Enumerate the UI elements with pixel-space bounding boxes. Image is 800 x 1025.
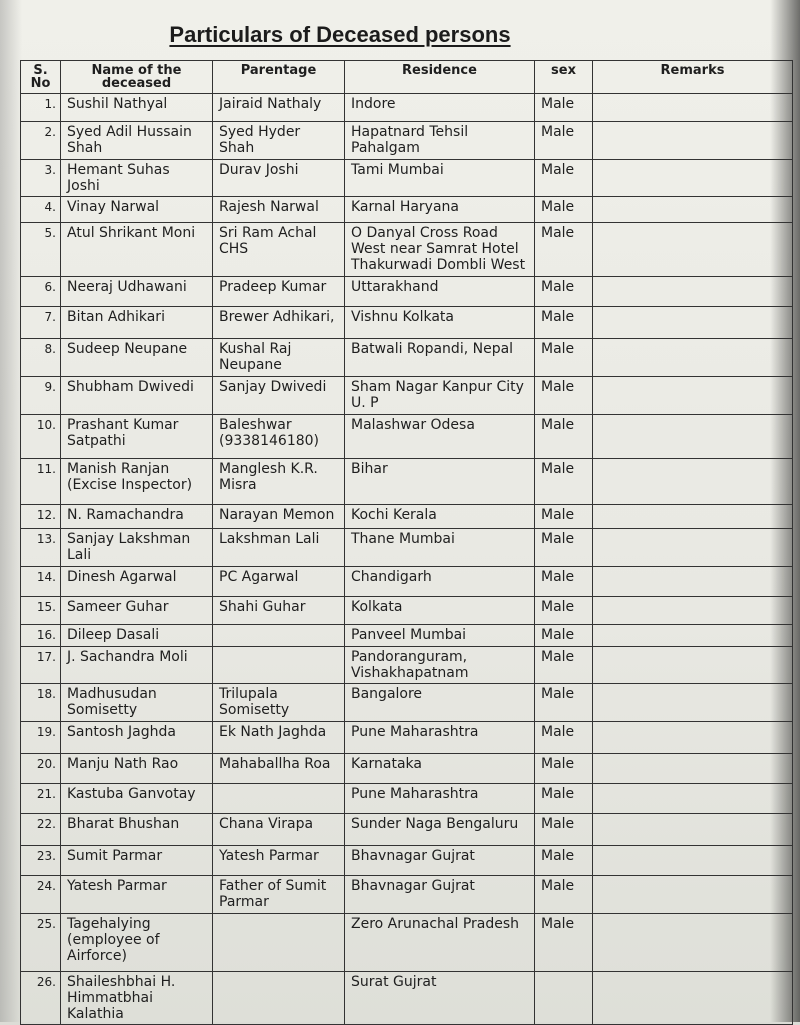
column-header-sex: sex <box>535 61 593 94</box>
cell-parentage: Narayan Memon <box>213 505 345 529</box>
cell-sno: 4. <box>21 197 61 223</box>
cell-sno: 13. <box>21 529 61 567</box>
cell-remarks <box>593 505 793 529</box>
cell-parentage: Kushal Raj Neupane <box>213 339 345 377</box>
cell-parentage <box>213 914 345 972</box>
cell-sex: Male <box>535 505 593 529</box>
cell-remarks <box>593 339 793 377</box>
cell-remarks <box>593 814 793 846</box>
cell-sno: 10. <box>21 415 61 459</box>
cell-parentage: Sanjay Dwivedi <box>213 377 345 415</box>
cell-sex: Male <box>535 197 593 223</box>
cell-name: Neeraj Udhawani <box>61 277 213 307</box>
cell-parentage: Durav Joshi <box>213 160 345 197</box>
cell-parentage <box>213 625 345 647</box>
cell-sex <box>535 972 593 1025</box>
table-row <box>21 814 793 846</box>
cell-name: Sudeep Neupane <box>61 339 213 377</box>
cell-sno: 5. <box>21 223 61 277</box>
cell-sno: 7. <box>21 307 61 339</box>
table-row <box>21 597 793 625</box>
table-row <box>21 684 793 722</box>
cell-sex: Male <box>535 914 593 972</box>
cell-name: Tagehalying (employee of Airforce) <box>61 914 213 972</box>
cell-name: Prashant Kumar Satpathi <box>61 415 213 459</box>
cell-parentage: Father of Sumit Parmar <box>213 876 345 914</box>
cell-remarks <box>593 160 793 197</box>
cell-sex: Male <box>535 754 593 784</box>
cell-name: Sumit Parmar <box>61 846 213 876</box>
cell-residence: Kochi Kerala <box>345 505 535 529</box>
cell-remarks <box>593 122 793 160</box>
cell-remarks <box>593 223 793 277</box>
cell-residence: Bhavnagar Gujrat <box>345 846 535 876</box>
cell-residence: Karnal Haryana <box>345 197 535 223</box>
table-row <box>21 722 793 754</box>
cell-sex: Male <box>535 722 593 754</box>
cell-sex: Male <box>535 567 593 597</box>
table-row <box>21 377 793 415</box>
table-row <box>21 459 793 505</box>
cell-sex: Male <box>535 160 593 197</box>
cell-parentage: Rajesh Narwal <box>213 197 345 223</box>
cell-sno: 26. <box>21 972 61 1025</box>
cell-remarks <box>593 277 793 307</box>
cell-sno: 6. <box>21 277 61 307</box>
cell-sex: Male <box>535 846 593 876</box>
cell-parentage: Jairaid Nathaly <box>213 94 345 122</box>
cell-name: Hemant Suhas Joshi <box>61 160 213 197</box>
cell-parentage: Brewer Adhikari, <box>213 307 345 339</box>
cell-name: J. Sachandra Moli <box>61 647 213 684</box>
table-row <box>21 122 793 160</box>
cell-name: Santosh Jaghda <box>61 722 213 754</box>
column-header-parentage: Parentage <box>213 61 345 94</box>
cell-residence: Uttarakhand <box>345 277 535 307</box>
cell-residence: Surat Gujrat <box>345 972 535 1025</box>
cell-remarks <box>593 197 793 223</box>
cell-sno: 9. <box>21 377 61 415</box>
cell-parentage: PC Agarwal <box>213 567 345 597</box>
cell-sno: 18. <box>21 684 61 722</box>
cell-sex: Male <box>535 459 593 505</box>
cell-residence: Indore <box>345 94 535 122</box>
cell-sno: 1. <box>21 94 61 122</box>
cell-sex: Male <box>535 377 593 415</box>
cell-residence: Sham Nagar Kanpur City U. P <box>345 377 535 415</box>
cell-sno: 24. <box>21 876 61 914</box>
cell-residence: Pune Maharashtra <box>345 784 535 814</box>
table-row <box>21 784 793 814</box>
cell-parentage: Shahi Guhar <box>213 597 345 625</box>
cell-residence: Panveel Mumbai <box>345 625 535 647</box>
cell-residence: Bangalore <box>345 684 535 722</box>
cell-remarks <box>593 567 793 597</box>
cell-name: Shaileshbhai H. Himmatbhai Kalathia <box>61 972 213 1025</box>
cell-name: Yatesh Parmar <box>61 876 213 914</box>
cell-sex: Male <box>535 339 593 377</box>
table-row <box>21 307 793 339</box>
cell-residence: Batwali Ropandi, Nepal <box>345 339 535 377</box>
cell-sno: 22. <box>21 814 61 846</box>
table-row <box>21 277 793 307</box>
cell-name: Madhusudan Somisetty <box>61 684 213 722</box>
cell-residence: Pune Maharashtra <box>345 722 535 754</box>
cell-name: Sanjay Lakshman Lali <box>61 529 213 567</box>
cell-sno: 16. <box>21 625 61 647</box>
cell-remarks <box>593 625 793 647</box>
table-row <box>21 160 793 197</box>
cell-parentage: Mahaballha Roa <box>213 754 345 784</box>
cell-parentage: Yatesh Parmar <box>213 846 345 876</box>
cell-remarks <box>593 597 793 625</box>
cell-residence: Pandoranguram, Vishakhapatnam <box>345 647 535 684</box>
cell-name: Sushil Nathyal <box>61 94 213 122</box>
table-row <box>21 529 793 567</box>
cell-sno: 3. <box>21 160 61 197</box>
cell-parentage: Chana Virapa <box>213 814 345 846</box>
cell-sno: 23. <box>21 846 61 876</box>
table-row <box>21 505 793 529</box>
cell-residence: Thane Mumbai <box>345 529 535 567</box>
cell-sex: Male <box>535 647 593 684</box>
cell-parentage <box>213 972 345 1025</box>
cell-sno: 2. <box>21 122 61 160</box>
table-row <box>21 846 793 876</box>
document-title: Particulars of Deceased persons <box>169 22 511 47</box>
cell-sex: Male <box>535 277 593 307</box>
table-row <box>21 876 793 914</box>
page-edge-shadow-left <box>0 0 22 1022</box>
table-row <box>21 339 793 377</box>
cell-sex: Male <box>535 684 593 722</box>
cell-remarks <box>593 914 793 972</box>
cell-sno: 11. <box>21 459 61 505</box>
cell-remarks <box>593 307 793 339</box>
deceased-persons-table <box>20 60 793 1025</box>
cell-sno: 12. <box>21 505 61 529</box>
cell-residence: O Danyal Cross Road West near Samrat Hotel Thakurwadi Dombli West <box>345 223 535 277</box>
cell-residence: Bihar <box>345 459 535 505</box>
table-row <box>21 972 793 1025</box>
cell-sno: 15. <box>21 597 61 625</box>
cell-parentage <box>213 784 345 814</box>
cell-residence: Sunder Naga Bengaluru <box>345 814 535 846</box>
table-row <box>21 567 793 597</box>
cell-name: Kastuba Ganvotay <box>61 784 213 814</box>
cell-remarks <box>593 94 793 122</box>
cell-sno: 25. <box>21 914 61 972</box>
cell-name: Sameer Guhar <box>61 597 213 625</box>
cell-sex: Male <box>535 625 593 647</box>
cell-name: Manish Ranjan (Excise Inspector) <box>61 459 213 505</box>
table-row <box>21 415 793 459</box>
cell-remarks <box>593 377 793 415</box>
cell-parentage: Sri Ram Achal CHS <box>213 223 345 277</box>
cell-sno: 21. <box>21 784 61 814</box>
table-row <box>21 223 793 277</box>
cell-name: Manju Nath Rao <box>61 754 213 784</box>
cell-sno: 8. <box>21 339 61 377</box>
cell-parentage: Manglesh K.R. Misra <box>213 459 345 505</box>
cell-remarks <box>593 846 793 876</box>
cell-remarks <box>593 784 793 814</box>
cell-name: Atul Shrikant Moni <box>61 223 213 277</box>
cell-residence: Bhavnagar Gujrat <box>345 876 535 914</box>
cell-sex: Male <box>535 415 593 459</box>
cell-name: Shubham Dwivedi <box>61 377 213 415</box>
cell-sex: Male <box>535 814 593 846</box>
cell-sno: 14. <box>21 567 61 597</box>
cell-parentage: Ek Nath Jaghda <box>213 722 345 754</box>
cell-parentage: Baleshwar (9338146180) <box>213 415 345 459</box>
cell-sex: Male <box>535 597 593 625</box>
cell-parentage: Trilupala Somisetty <box>213 684 345 722</box>
cell-sex: Male <box>535 784 593 814</box>
table-row <box>21 94 793 122</box>
cell-sex: Male <box>535 122 593 160</box>
cell-residence: Kolkata <box>345 597 535 625</box>
cell-name: Vinay Narwal <box>61 197 213 223</box>
cell-residence: Karnataka <box>345 754 535 784</box>
cell-residence: Vishnu Kolkata <box>345 307 535 339</box>
table-row <box>21 647 793 684</box>
cell-name: Dileep Dasali <box>61 625 213 647</box>
table-row <box>21 625 793 647</box>
cell-remarks <box>593 459 793 505</box>
cell-residence: Zero Arunachal Pradesh <box>345 914 535 972</box>
column-header-name: Name of the deceased <box>61 61 213 94</box>
column-header-residence: Residence <box>345 61 535 94</box>
cell-sex: Male <box>535 307 593 339</box>
cell-parentage <box>213 647 345 684</box>
table-row <box>21 197 793 223</box>
cell-remarks <box>593 722 793 754</box>
cell-residence: Tami Mumbai <box>345 160 535 197</box>
cell-parentage: Pradeep Kumar <box>213 277 345 307</box>
cell-sex: Male <box>535 529 593 567</box>
cell-remarks <box>593 876 793 914</box>
cell-name: Dinesh Agarwal <box>61 567 213 597</box>
cell-sno: 19. <box>21 722 61 754</box>
cell-remarks <box>593 684 793 722</box>
cell-sex: Male <box>535 876 593 914</box>
cell-remarks <box>593 529 793 567</box>
cell-name: Syed Adil Hussain Shah <box>61 122 213 160</box>
table-header-row <box>21 61 793 94</box>
cell-residence: Chandigarh <box>345 567 535 597</box>
cell-sex: Male <box>535 94 593 122</box>
cell-name: N. Ramachandra <box>61 505 213 529</box>
table-row <box>21 914 793 972</box>
cell-remarks <box>593 415 793 459</box>
column-header-sno: S. No <box>21 61 61 94</box>
cell-sno: 17. <box>21 647 61 684</box>
cell-name: Bharat Bhushan <box>61 814 213 846</box>
cell-name: Bitan Adhikari <box>61 307 213 339</box>
cell-residence: Malashwar Odesa <box>345 415 535 459</box>
cell-sex: Male <box>535 223 593 277</box>
cell-parentage: Lakshman Lali <box>213 529 345 567</box>
cell-remarks <box>593 754 793 784</box>
cell-remarks <box>593 647 793 684</box>
cell-remarks <box>593 972 793 1025</box>
cell-residence: Hapatnard Tehsil Pahalgam <box>345 122 535 160</box>
column-header-remarks: Remarks <box>593 61 793 94</box>
cell-sno: 20. <box>21 754 61 784</box>
cell-parentage: Syed Hyder Shah <box>213 122 345 160</box>
table-row <box>21 754 793 784</box>
